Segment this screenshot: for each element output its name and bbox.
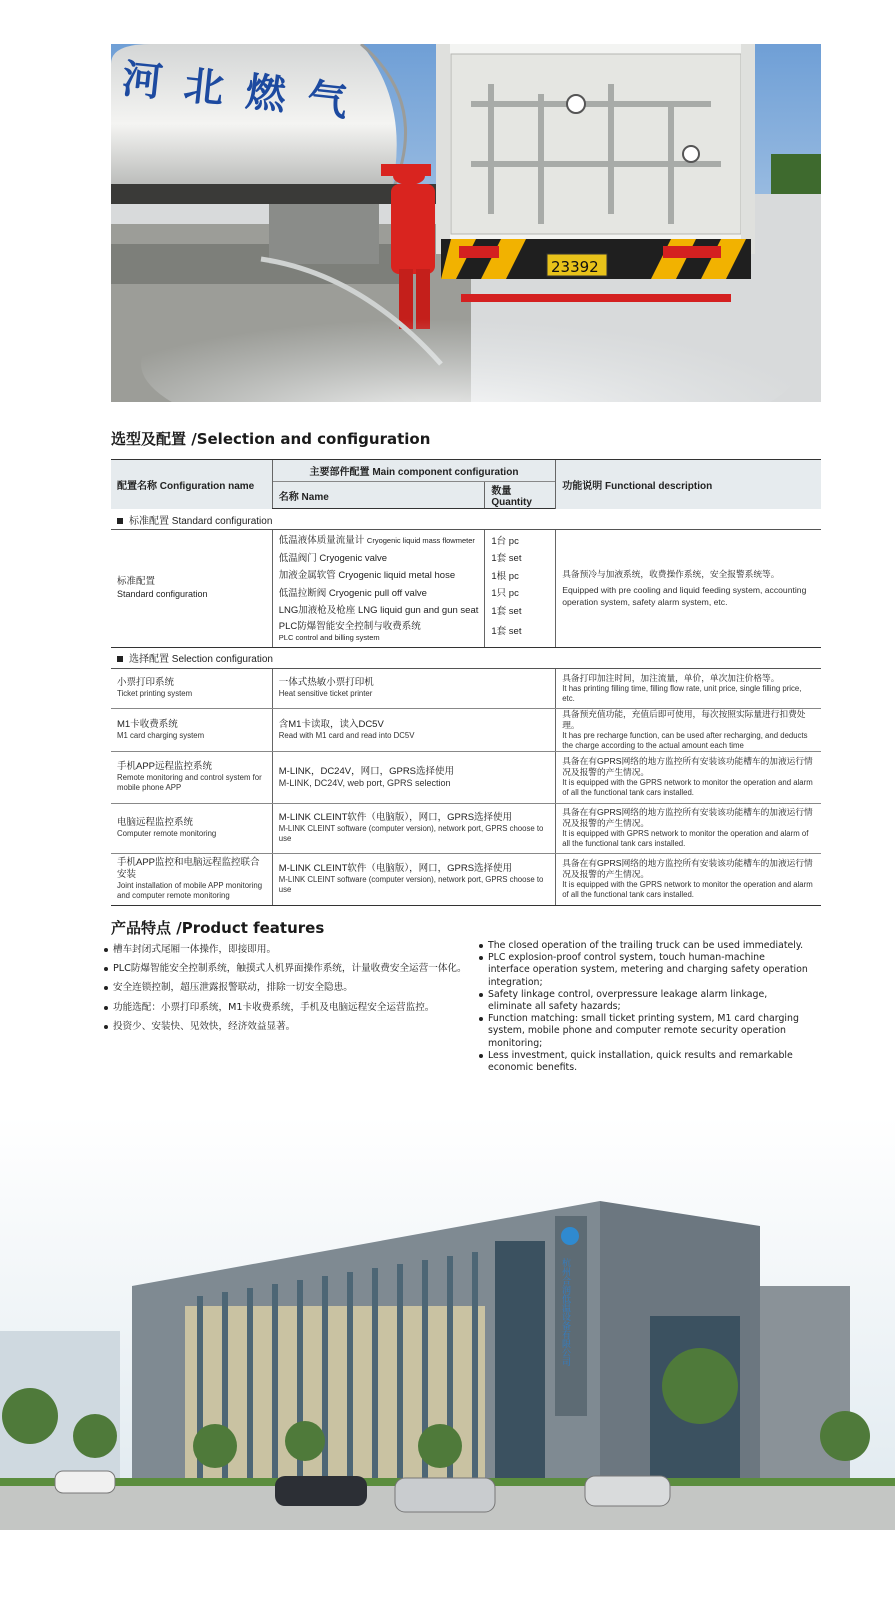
list-item: Function matching: small ticket printing system, M1 card charging system, mobile phone and computer remote security operation monitoring;	[479, 1013, 809, 1050]
component-name: PLC防爆智能安全控制与收费系统 PLC control and billing system	[278, 620, 421, 642]
list-item: 槽车封闭式尾厢一体操作，即接即用。	[104, 940, 474, 959]
features-list-zh	[104, 940, 474, 1036]
list-item: Less investment, quick installation, quick results and remarkable economic benefits.	[479, 1050, 809, 1074]
features-list-en	[479, 940, 809, 1074]
selection-group-label: 选择配置 Selection configuration	[111, 647, 821, 668]
header-function: 功能说明 Functional description	[556, 460, 821, 509]
configuration-table	[111, 459, 821, 906]
component-name: 加液金属软管 Cryogenic liquid metal hose	[278, 570, 456, 581]
component-name: LNG加液枪及枪座 LNG liquid gun and gun seat	[278, 605, 479, 616]
standard-config-name: 标准配置 Standard configuration	[111, 530, 272, 648]
table-row: 电脑远程监控系统 Computer remote monitoring M-LINK CLEINT软件（电脑版），网口，GPRS选择使用 M-LINK CLEINT software (computer version), network port, GPRS choose to use 具备在有GPRS网络的地方监控所有安装该功能槽车的加液运行情况及报警的产生情况。 It is equipped with GPRS network to monitor the operation and alarm of all the functional tank cars installed.	[111, 803, 821, 853]
list-item: The closed operation of the trailing truck can be used immediately.	[479, 940, 809, 952]
header-quantity: 数量 Quantity	[485, 482, 556, 509]
header-name: 名称 Name	[272, 482, 485, 509]
standard-group-label: 标准配置 Standard configuration	[111, 509, 821, 530]
header-config-name: 配置名称 Configuration name	[111, 460, 272, 509]
table-row: 手机APP远程监控系统 Remote monitoring and control system for mobile phone APP M-LINK，DC24V，网口，GPRS选择使用 M-LINK, DC24V, web port, GPRS selection 具备在有GPRS网络的地方监控所有安装该功能槽车的加液运行情况及报警的产生情况。 It is equipped with the GPRS network to monitor the operation and alarm of all the functional tank cars installed.	[111, 751, 821, 803]
component-qty: 1根 pc	[491, 570, 519, 582]
header-main-component: 主要部件配置 Main component configuration	[272, 460, 555, 482]
hero-photo	[111, 44, 821, 402]
component-name: 低温拉断阀 Cryogenic pull off valve	[278, 587, 427, 599]
component-qty: 1只 pc	[491, 588, 519, 599]
plate-number: 23392	[551, 258, 599, 276]
company-building-image	[0, 1116, 895, 1530]
list-item: Safety linkage control, overpressure leakage alarm linkage, eliminate all safety hazards;	[479, 989, 809, 1013]
list-item: PLC explosion-proof control system, touch human-machine interface operation system, metering and charging safety operation integration;	[479, 952, 809, 989]
tank-text: 河北燃气	[119, 56, 372, 128]
table-row: 手机APP监控和电脑远程监控联合安装 Joint installation of mobile APP monitoring and computer remote monitoring M-LINK CLEINT软件（电脑版），网口，GPRS选择使用 M-LINK CLEINT software (computer version), network port, GPRS choose to use 具备在有GPRS网络的地方监控所有安装该功能槽车的加液运行情况及报警的产生情况。 It is equipped with the GPRS network to monitor the operation and alarm of all the functional tank cars installed.	[111, 853, 821, 905]
component-qty: 1套 set	[491, 626, 522, 637]
standard-quantities	[485, 530, 556, 648]
list-item: 投资少、安装快、见效快，经济效益显著。	[104, 1017, 474, 1036]
building-sign: 杭州合润低温设备有限公司	[560, 1258, 570, 1366]
selection-title: 选型及配置 /Selection and configuration	[111, 430, 431, 448]
list-item: 安全连锁控制，超压泄露报警联动，排除一切安全隐患。	[104, 978, 474, 997]
list-item: 功能选配：小票打印系统，M1卡收费系统，手机及电脑远程安全运营监控。	[104, 998, 474, 1017]
standard-components	[272, 530, 485, 648]
component-name: 低温阀门 Cryogenic valve	[278, 552, 388, 564]
component-name: 低温液体质量流量计 Cryogenic liquid mass flowmeter	[278, 535, 475, 546]
component-qty: 1台 pc	[491, 535, 519, 547]
list-item: PLC防爆智能安全控制系统，触摸式人机界面操作系统，计量收费安全运营一体化。	[104, 959, 474, 978]
table-row: M1卡收费系统 M1 card charging system 含M1卡读取，读入DC5V Read with M1 card and read into DC5V 具备预充值功能，充值后即可使用，每次按照实际量进行扣费处理。 It has pre recharge function, can be used after recharging, and deducts the charge according to the actual amount each time	[111, 708, 821, 751]
standard-description: 具备预冷与加液系统，收费操作系统，安全报警系统等。 Equipped with pre cooling and liquid feeding system, accounting operation system, safety alarm system, etc.	[556, 530, 821, 648]
table-row: 小票打印系统 Ticket printing system 一体式热敏小票打印机 Heat sensitive ticket printer 具备打印加注时间，加注流量，单价，单次加注价格等。 It has printing filling time, filling flow rate, unit price, single filling price, etc.	[111, 668, 821, 708]
component-qty: 1套 set	[491, 605, 522, 617]
features-title: 产品特点 /Product features	[111, 919, 325, 937]
component-qty: 1套 set	[491, 553, 522, 564]
